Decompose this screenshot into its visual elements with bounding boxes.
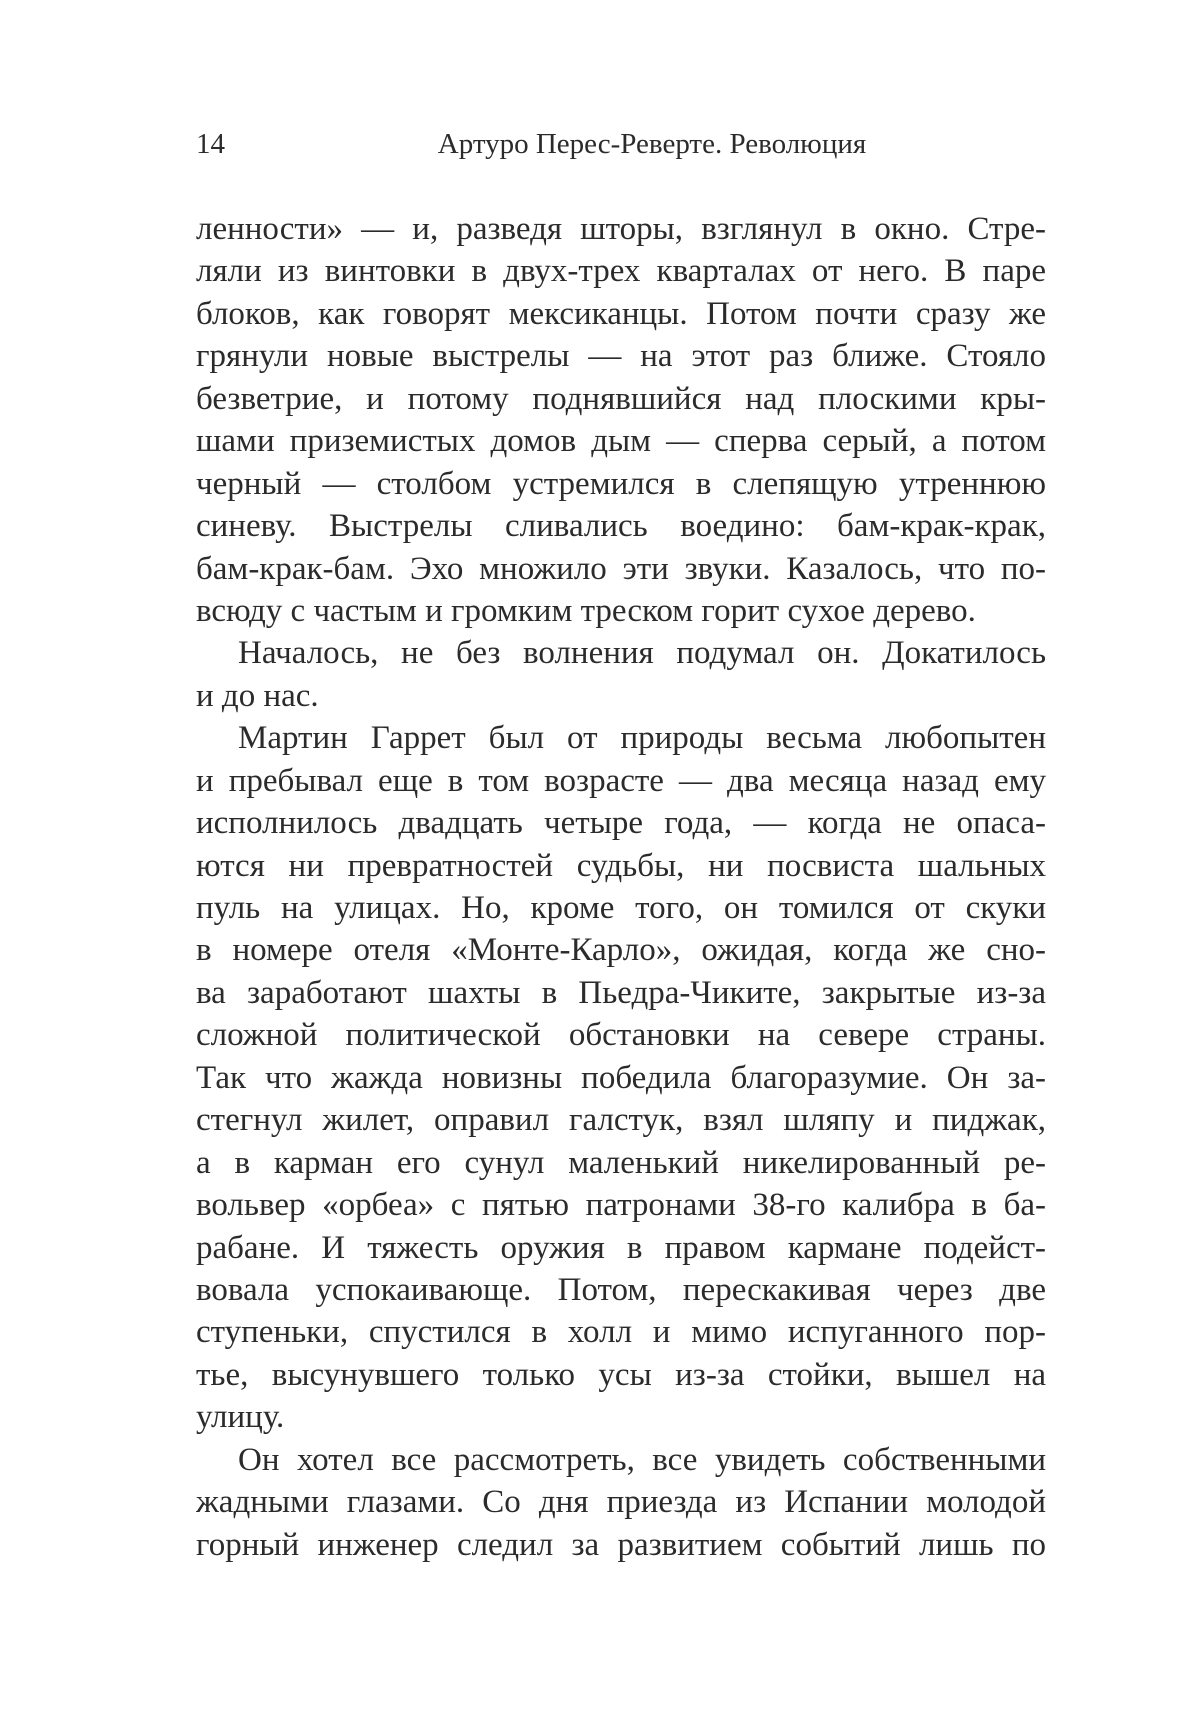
text-line: грянули новые выстрелы — на этот раз ближе. Стояло [196, 338, 1046, 375]
text-line: ются ни превратностей судьбы, ни посвиста шальных [196, 847, 1046, 884]
text-line: исполнилось двадцать четыре года, — когда не опаса- [196, 805, 1046, 842]
text-line: ляли из винтовки в двух-трех кварталах от него. В паре [196, 253, 1046, 290]
running-title: Артуро Перес-Реверте. Революция [437, 128, 867, 160]
text-line: рабане. И тяжесть оружия в правом кармане подейст- [196, 1229, 1046, 1266]
text-line: всюду с частым и громким треском горит сухое дерево. [196, 592, 976, 629]
text-line: вольвер «орбеа» с пятью патронами 38-го калибра в ба- [196, 1187, 1046, 1224]
text-line: Началось, не без волнения подумал он. Докатилось [238, 635, 1046, 672]
text-line: Мартин Гаррет был от природы весьма любопытен [238, 720, 1046, 757]
text-line: синеву. Выстрелы сливались воедино: бам-крак-крак, [196, 508, 1046, 545]
text-line: сложной политической обстановки на севере страны. [196, 1017, 1046, 1054]
text-line: черный — столбом устремился в слепящую утреннюю [196, 465, 1046, 502]
text-line: ва заработают шахты в Пьедра-Чиките, закрытые из-за [196, 974, 1046, 1011]
text-line: улицу. [196, 1399, 285, 1436]
text-line: вовала успокаивающе. Потом, перескакивая через две [196, 1271, 1046, 1308]
text-line: шами приземистых домов дым — сперва серый, а потом [196, 423, 1046, 460]
running-head [196, 124, 1044, 164]
text-line: горный инженер следил за развитием событий лишь по [196, 1526, 1046, 1563]
text-line: бам-крак-бам. Эхо множило эти звуки. Казалось, что по- [196, 550, 1046, 587]
text-line: в номере отеля «Монте-Карло», ожидая, когда же сно- [196, 932, 1046, 969]
text-line: Он хотел все рассмотреть, все увидеть собственными [238, 1441, 1046, 1478]
text-line: ступеньки, спустился в холл и мимо испуганного пор- [196, 1314, 1046, 1351]
text-line: пуль на улицах. Но, кроме того, он томился от скуки [196, 890, 1046, 926]
text-line: и пребывал еще в том возрасте — два месяца назад ему [196, 762, 1046, 799]
text-line: безветрие, и потому поднявшийся над плоскими кры- [196, 380, 1046, 417]
body-text [196, 208, 1046, 1566]
text-line: тье, высунувшего только усы из-за стойки, вышел на [196, 1356, 1046, 1393]
page-number: 14 [196, 128, 225, 160]
text-line: жадными глазами. Со дня приезда из Испании молодой [196, 1484, 1046, 1521]
text-line: стегнул жилет, оправил галстук, взял шляпу и пиджак, [196, 1102, 1046, 1139]
text-line: Так что жажда новизны победила благоразумие. Он за- [196, 1059, 1046, 1096]
text-line: и до нас. [196, 677, 319, 714]
text-line: ленности» — и, разведя шторы, взглянул в окно. Стре- [196, 211, 1046, 247]
text-line: а в карман его сунул маленький никелированный ре- [196, 1144, 1046, 1181]
text-line: блоков, как говорят мексиканцы. Потом почти сразу же [196, 295, 1046, 332]
